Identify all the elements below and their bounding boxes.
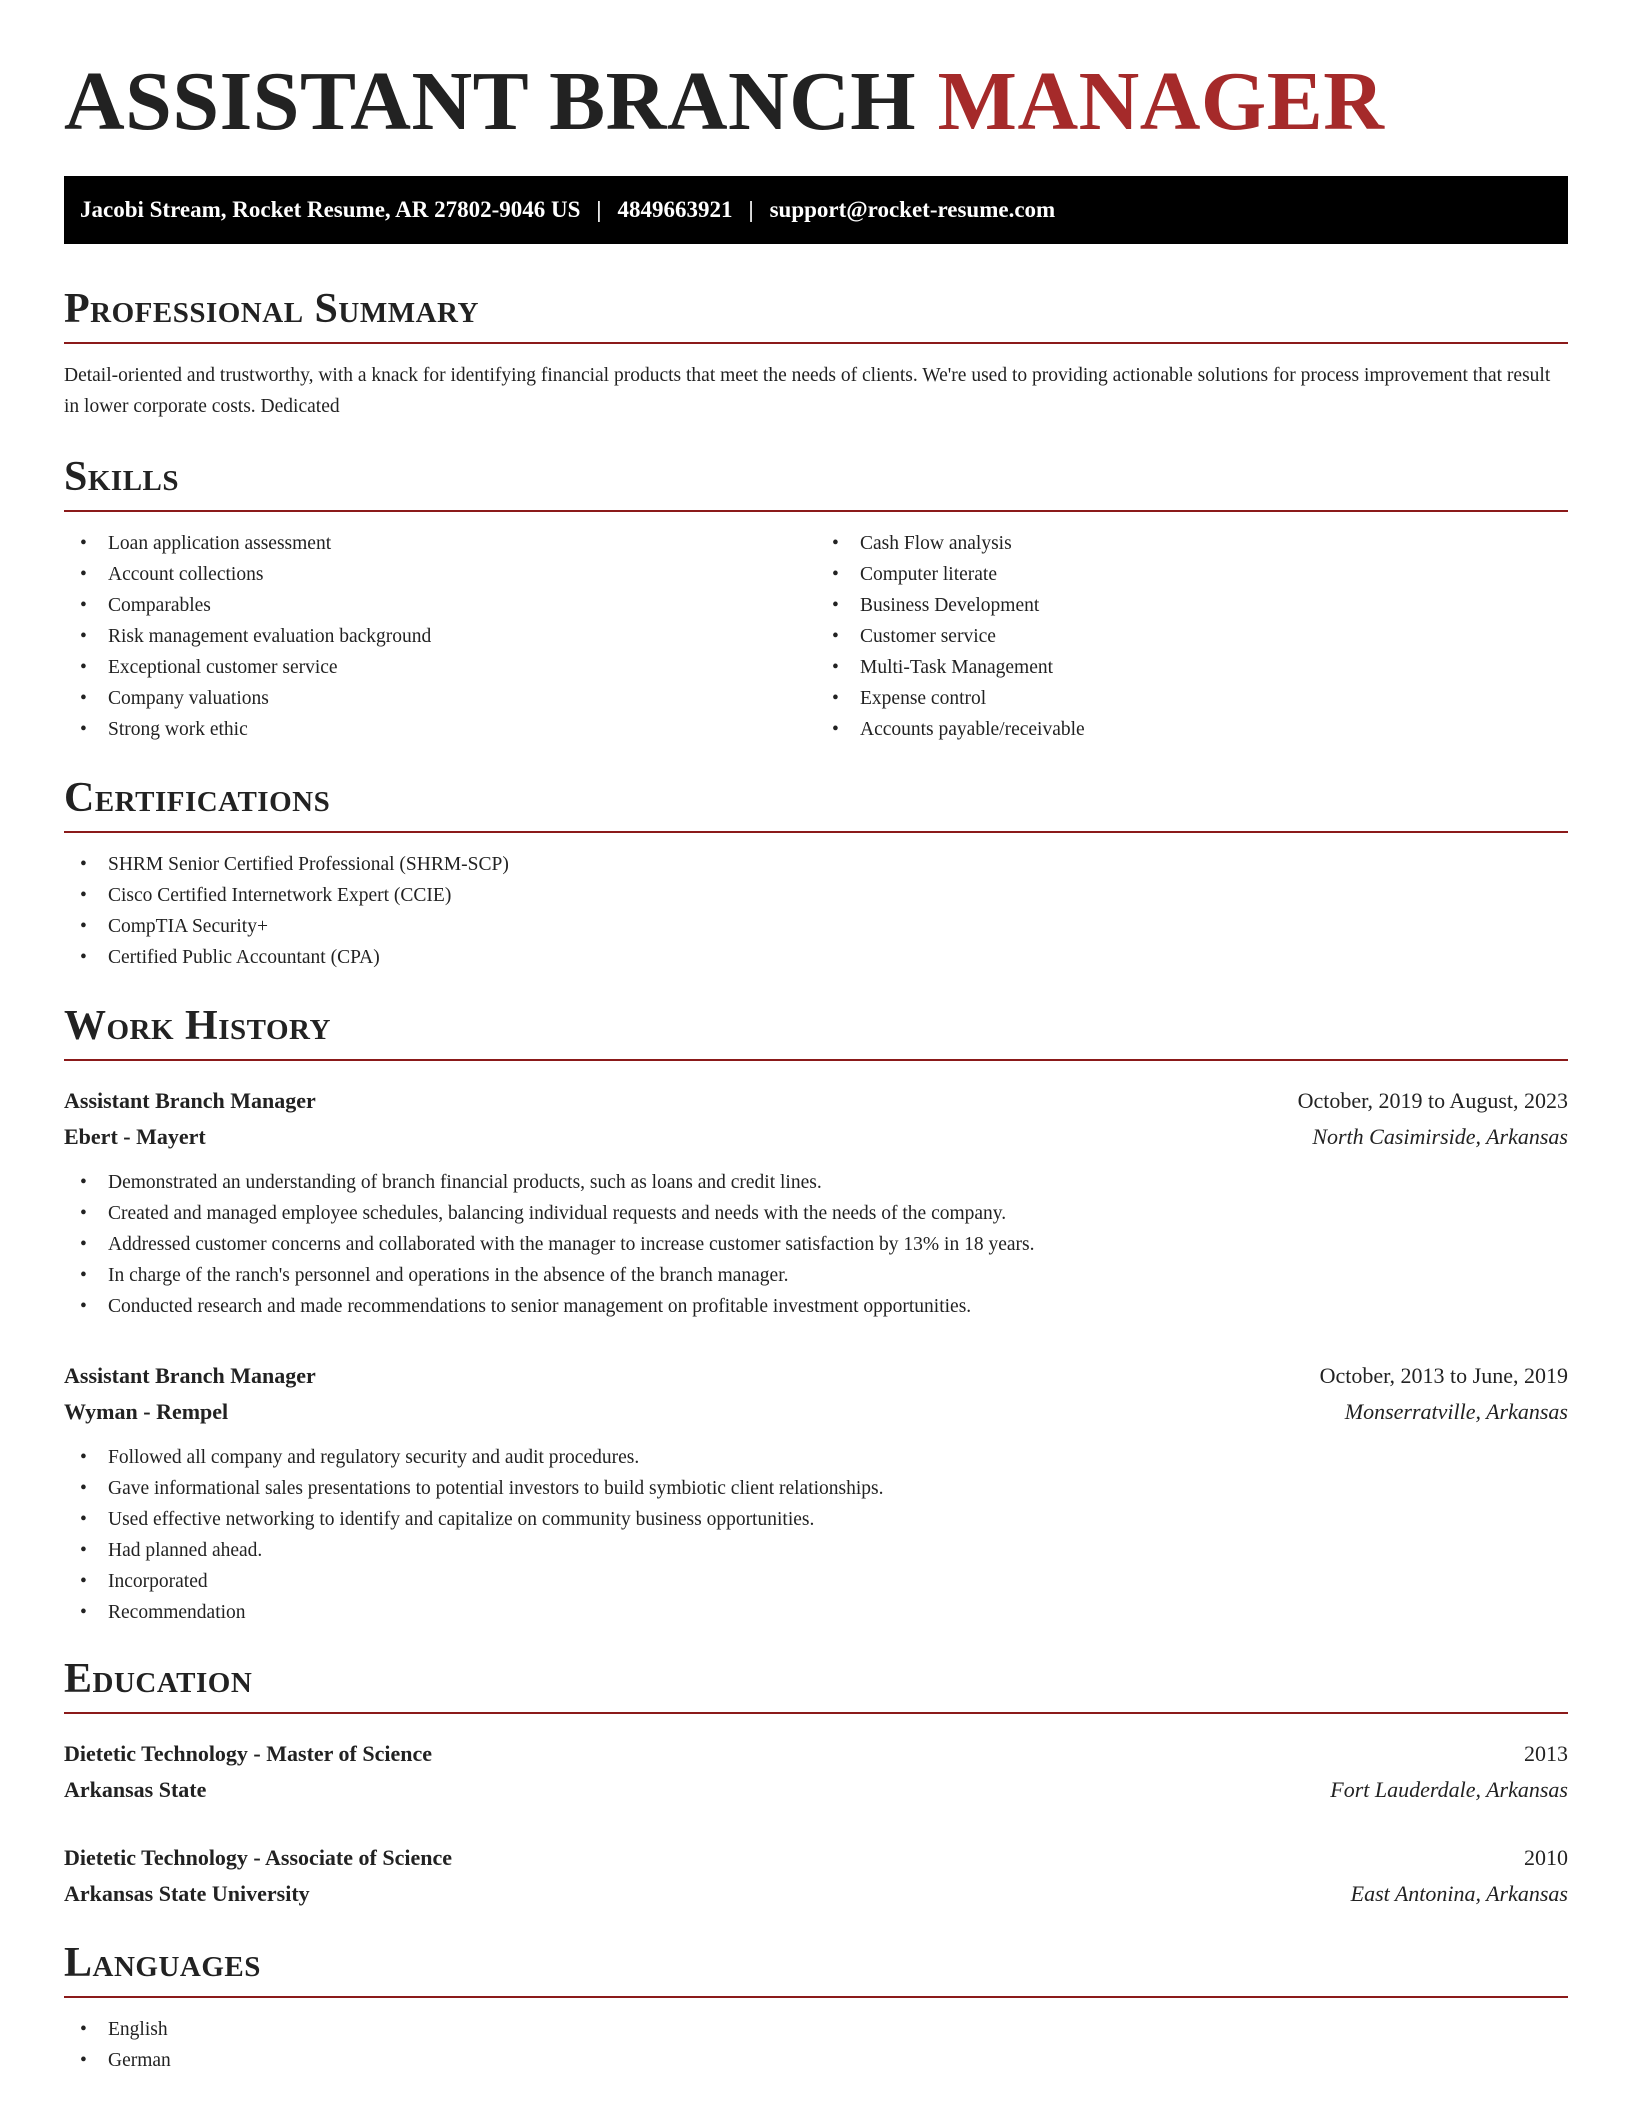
skill-item: • Multi-Task Management bbox=[816, 652, 1568, 683]
job-bullet: • Created and managed employee schedules, balancing individual requests and needs with the needs of the company. bbox=[64, 1198, 1568, 1229]
education-school: Arkansas State University bbox=[64, 1881, 310, 1906]
certification-item: • Certified Public Accountant (CPA) bbox=[64, 942, 1568, 973]
job-location: Monserratville, Arkansas bbox=[1344, 1399, 1568, 1424]
job-company: Ebert - Mayert bbox=[64, 1124, 206, 1149]
languages-heading: Languages bbox=[64, 1938, 1568, 1998]
job-bullet: • Gave informational sales presentations to potential investors to build symbiotic client relationships. bbox=[64, 1473, 1568, 1504]
job-bullet: • Used effective networking to identify and capitalize on community business opportunities. bbox=[64, 1504, 1568, 1535]
job-bullet: • In charge of the ranch's personnel and operations in the absence of the branch manager. bbox=[64, 1260, 1568, 1291]
job-entry bbox=[64, 1083, 1568, 1322]
languages-section bbox=[64, 1938, 1568, 2076]
job-bullet: • Demonstrated an understanding of branch financial products, such as loans and credit lines. bbox=[64, 1167, 1568, 1198]
certifications-heading: Certifications bbox=[64, 773, 1568, 833]
education-degree-row bbox=[64, 1840, 1568, 1876]
job-company-row bbox=[64, 1394, 1568, 1430]
skill-item: • Exceptional customer service bbox=[64, 652, 816, 683]
skills-section bbox=[64, 452, 1568, 745]
education-school-row bbox=[64, 1772, 1568, 1808]
language-item: • English bbox=[64, 2014, 1568, 2045]
education-section bbox=[64, 1654, 1568, 1912]
job-bullets bbox=[64, 1167, 1568, 1322]
certification-item: • CompTIA Security+ bbox=[64, 911, 1568, 942]
skill-item: • Customer service bbox=[816, 621, 1568, 652]
contact-address: Jacobi Stream, Rocket Resume, AR 27802-9046 US bbox=[80, 197, 581, 222]
work-history-section bbox=[64, 1001, 1568, 1628]
title-main: ASSISTANT BRANCH bbox=[64, 55, 917, 148]
skill-item: • Comparables bbox=[64, 590, 816, 621]
job-title: Assistant Branch Manager bbox=[64, 1088, 316, 1113]
title-accent: MANAGER bbox=[937, 55, 1385, 148]
contact-separator: | bbox=[748, 197, 754, 222]
job-location: North Casimirside, Arkansas bbox=[1312, 1124, 1568, 1149]
job-header-row bbox=[64, 1083, 1568, 1119]
contact-separator: | bbox=[596, 197, 602, 222]
skill-item: • Account collections bbox=[64, 559, 816, 590]
certification-item: • Cisco Certified Internetwork Expert (CCIE) bbox=[64, 880, 1568, 911]
work-history-heading: Work History bbox=[64, 1001, 1568, 1061]
contact-email-link[interactable]: support@rocket-resume.com bbox=[769, 197, 1056, 222]
skills-heading: Skills bbox=[64, 452, 1568, 512]
job-company: Wyman - Rempel bbox=[64, 1399, 229, 1424]
contact-bar bbox=[64, 176, 1568, 244]
skill-item: • Business Development bbox=[816, 590, 1568, 621]
skills-grid bbox=[64, 528, 1568, 745]
job-bullet: • Conducted research and made recommendations to senior management on profitable investment opportunities. bbox=[64, 1291, 1568, 1322]
education-location: Fort Lauderdale, Arkansas bbox=[1330, 1777, 1568, 1802]
languages-list bbox=[64, 2014, 1568, 2076]
job-header-row bbox=[64, 1358, 1568, 1394]
summary-heading: Professional Summary bbox=[64, 284, 1568, 344]
education-location: East Antonina, Arkansas bbox=[1350, 1881, 1568, 1906]
skill-item: • Company valuations bbox=[64, 683, 816, 714]
skills-list-left bbox=[64, 528, 816, 745]
education-year: 2013 bbox=[1524, 1741, 1568, 1766]
education-degree: Dietetic Technology - Associate of Science bbox=[64, 1845, 452, 1870]
skill-item: • Computer literate bbox=[816, 559, 1568, 590]
skill-item: • Strong work ethic bbox=[64, 714, 816, 745]
language-item: • German bbox=[64, 2045, 1568, 2076]
skill-item: • Loan application assessment bbox=[64, 528, 816, 559]
education-heading: Education bbox=[64, 1654, 1568, 1714]
skill-item: • Accounts payable/receivable bbox=[816, 714, 1568, 745]
contact-phone: 4849663921 bbox=[617, 197, 733, 222]
skill-item: • Expense control bbox=[816, 683, 1568, 714]
job-bullet: • Recommendation bbox=[64, 1597, 1568, 1628]
education-school-row bbox=[64, 1876, 1568, 1912]
job-bullet: • Followed all company and regulatory security and audit procedures. bbox=[64, 1442, 1568, 1473]
job-bullet: • Addressed customer concerns and collaborated with the manager to increase customer satisfaction by 13% in 18 years. bbox=[64, 1229, 1568, 1260]
education-degree-row bbox=[64, 1736, 1568, 1772]
job-company-row bbox=[64, 1119, 1568, 1155]
education-school: Arkansas State bbox=[64, 1777, 207, 1802]
summary-section bbox=[64, 284, 1568, 422]
job-bullets bbox=[64, 1442, 1568, 1628]
certification-item: • SHRM Senior Certified Professional (SHRM-SCP) bbox=[64, 849, 1568, 880]
skill-item: • Cash Flow analysis bbox=[816, 528, 1568, 559]
job-dates: October, 2019 to August, 2023 bbox=[1297, 1088, 1568, 1113]
education-entry bbox=[64, 1840, 1568, 1912]
skill-item: • Risk management evaluation background bbox=[64, 621, 816, 652]
education-degree: Dietetic Technology - Master of Science bbox=[64, 1741, 433, 1766]
education-year: 2010 bbox=[1524, 1845, 1568, 1870]
resume-title bbox=[64, 52, 1568, 152]
summary-text: Detail-oriented and trustworthy, with a knack for identifying financial products that meet the needs of clients. We're used to providing actionable solutions for process improvement that result in lower corporate costs. Dedicated bbox=[64, 365, 1551, 417]
certifications-section bbox=[64, 773, 1568, 973]
education-entry bbox=[64, 1736, 1568, 1808]
skills-list-right bbox=[816, 528, 1568, 745]
job-dates: October, 2013 to June, 2019 bbox=[1319, 1363, 1568, 1388]
certifications-list bbox=[64, 849, 1568, 973]
job-bullet: • Incorporated bbox=[64, 1566, 1568, 1597]
job-bullet: • Had planned ahead. bbox=[64, 1535, 1568, 1566]
job-title: Assistant Branch Manager bbox=[64, 1363, 316, 1388]
job-entry bbox=[64, 1358, 1568, 1628]
